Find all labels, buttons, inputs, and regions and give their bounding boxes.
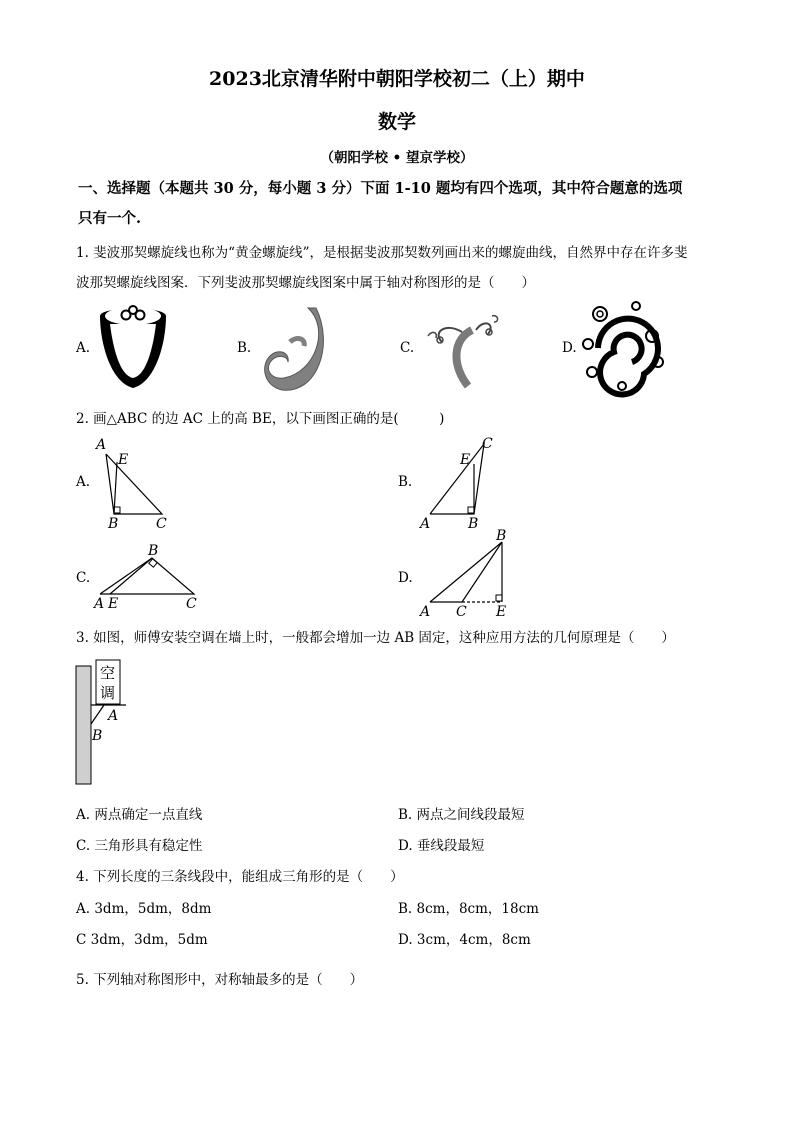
q2-option-d-figure bbox=[416, 528, 526, 622]
q3-ac-char-1: 空 bbox=[100, 664, 116, 682]
section-heading-line2: 只有一个. bbox=[78, 210, 142, 227]
q2b-point-c: C bbox=[482, 436, 493, 452]
q2d-point-b: B bbox=[496, 528, 507, 544]
q4-option-a: A. 3dm，5dm，8dm bbox=[76, 901, 212, 917]
q4-option-b: B. 8cm，8cm，18cm bbox=[398, 901, 539, 917]
q1-option-c-image bbox=[422, 310, 502, 390]
q2-option-a-figure bbox=[94, 436, 184, 532]
subject-title: 数学 bbox=[377, 111, 416, 133]
q2c-point-b: B bbox=[148, 543, 159, 559]
q2c-point-e: E bbox=[108, 596, 119, 612]
q4-option-d: D. 3cm，4cm，8cm bbox=[398, 932, 531, 948]
q3-ac-char-2: 调 bbox=[100, 684, 116, 702]
q2a-point-a: A bbox=[96, 437, 107, 453]
q3-option-c: C. 三角形具有稳定性 bbox=[76, 838, 203, 854]
q2d-point-a: A bbox=[420, 604, 431, 620]
q2-option-c-label: C. bbox=[76, 570, 91, 586]
q2d-point-c: C bbox=[456, 604, 467, 620]
q3-option-d: D. 垂线段最短 bbox=[398, 838, 485, 854]
q2-option-b-figure bbox=[418, 434, 508, 530]
q2-stem: 2. 画△ABC 的边 AC 上的高 BE，以下画图正确的是( ) bbox=[76, 411, 445, 427]
q2b-point-b: B bbox=[468, 516, 479, 532]
q3-figure bbox=[74, 658, 134, 788]
q2-option-c-figure bbox=[92, 542, 212, 614]
q3-point-b: B bbox=[92, 728, 103, 744]
q2b-point-a: A bbox=[420, 516, 431, 532]
q1-stem-line2: 波那契螺旋线图案．下列斐波那契螺旋线图案中属于轴对称图形的是（ ） bbox=[76, 275, 535, 291]
q4-stem: 4. 下列长度的三条线段中，能组成三角形的是（ ） bbox=[76, 869, 404, 885]
page-title: 2023北京清华附中朝阳学校初二（上）期中 bbox=[209, 68, 585, 90]
q3-stem: 3. 如图，师傅安装空调在墙上时，一般都会增加一边 AB 固定，这种应用方法的几何原理是（ ） bbox=[76, 630, 675, 646]
q2a-point-e: E bbox=[118, 452, 129, 468]
q1-option-d-label: D. bbox=[562, 340, 577, 356]
q1-option-b-label: B. bbox=[237, 340, 252, 356]
q2-option-b-label: B. bbox=[398, 474, 413, 490]
q3-option-b: B. 两点之间线段最短 bbox=[398, 807, 525, 823]
q2a-point-b: B bbox=[108, 516, 119, 532]
q4-option-c: C 3dm，3dm，5dm bbox=[76, 932, 208, 948]
q2c-point-c: C bbox=[186, 596, 197, 612]
section-heading-line1: 一、选择题（本题共 30 分，每小题 3 分）下面 1-10 题均有四个选项，其中符合题意的选项 bbox=[78, 180, 683, 197]
q2b-point-e: E bbox=[460, 452, 471, 468]
q3-option-a: A. 两点确定一点直线 bbox=[76, 807, 203, 823]
q1-option-a-image bbox=[94, 302, 172, 392]
q2d-point-e: E bbox=[496, 604, 507, 620]
q2-option-a-label: A. bbox=[76, 474, 91, 490]
q5-stem: 5. 下列轴对称图形中，对称轴最多的是（ ） bbox=[76, 972, 364, 988]
q2c-point-a: A bbox=[94, 596, 105, 612]
q2a-point-c: C bbox=[156, 516, 167, 532]
q1-option-b-image bbox=[260, 304, 326, 396]
school-subtitle: （朝阳学校 • 望京学校） bbox=[320, 150, 474, 166]
q1-stem-line1: 1. 斐波那契螺旋线也称为“黄金螺旋线”，是根据斐波那契数列画出来的螺旋曲线，自然界中存在许多斐 bbox=[76, 245, 688, 261]
q1-option-a-label: A. bbox=[76, 340, 91, 356]
q3-point-a: A bbox=[108, 708, 119, 724]
q1-option-d-image bbox=[578, 296, 670, 392]
q1-option-c-label: C. bbox=[400, 340, 415, 356]
q2-option-d-label: D. bbox=[398, 570, 413, 586]
